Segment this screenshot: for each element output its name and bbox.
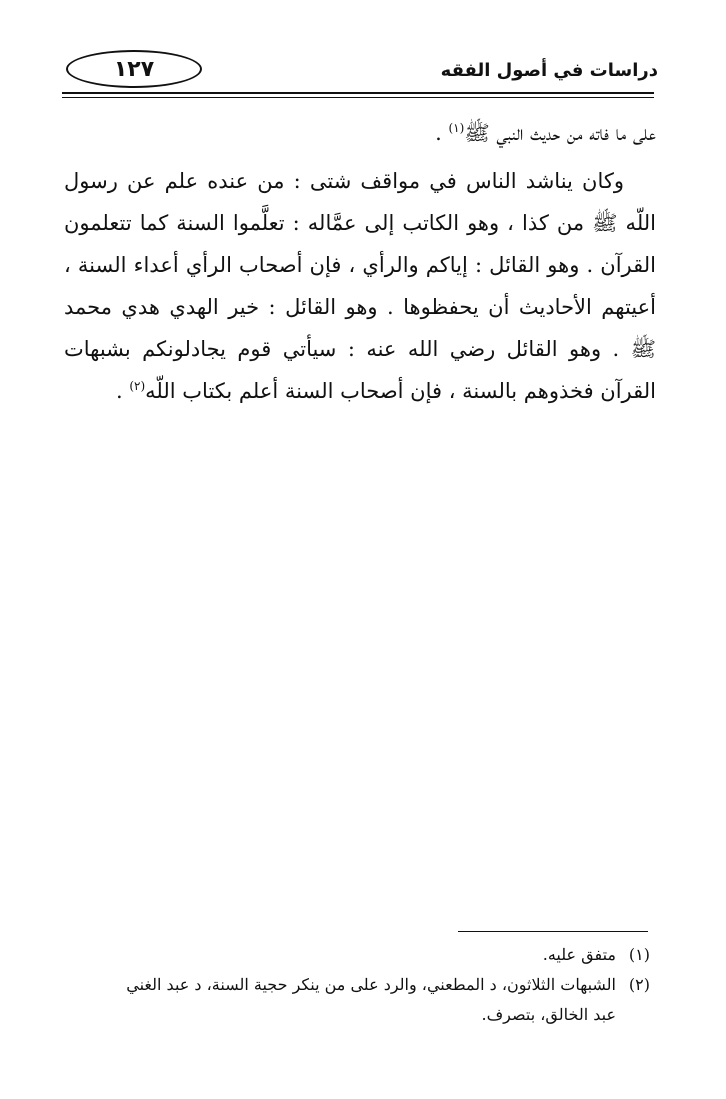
- footnote-number: (٢): [628, 975, 650, 994]
- footnote-1: [50, 940, 650, 970]
- footnote-ref-1[interactable]: (١): [448, 121, 465, 135]
- footnote-ref-2[interactable]: (٢): [129, 379, 146, 393]
- footnotes: [50, 940, 650, 1030]
- page-number: ١٢٧: [66, 50, 202, 88]
- page-header: [62, 46, 660, 92]
- paragraph: وكان يناشد الناس في مواقف شتى : من عنده علم عن رسول اللّه ﷺ من كذا ، وهو الكاتب إلى عمَّاله : تعلَّموا السنة كما تتعلمون القرآن . وهو القائل : إياكم والرأي ، فإن أصحاب الرأي أعداء السنة ، أعيتهم الأحاديث أن يحفظوها . وهو القائل : خير الهدي هدي محمد ﷺ . وهو القائل رضي الله عنه : سيأتي قوم يجادلونكم بشبهات القرآن فخذوهم بالسنة ، فإن أصحاب السنة أعلم بكتاب اللّه$^{(٢)}$ .: [64, 169, 656, 403]
- footnote-text: متفق عليه.: [542, 945, 616, 964]
- header-rule-thin: [62, 97, 654, 98]
- header-rule: [62, 92, 654, 94]
- paragraph-continuation: على ما فاته من حديث النبي ﷺ$^{(١)}$ .: [435, 121, 656, 145]
- footnote-2-continuation: عبد الخالق، بتصرف.: [481, 1005, 616, 1024]
- footnote-2: [50, 970, 650, 1000]
- paragraph-text: وكان يناشد الناس في مواقف شتى : من عنده علم عن رسول اللّه ﷺ من كذا ، وهو الكاتب إلى عمَّاله : تعلَّموا السنة كما تتعلمون القرآن . وهو القائل : إياكم والرأي ، فإن أصحاب الرأي أعداء السنة ، أعيتهم الأحاديث أن يحفظوها . وهو القائل : خير الهدي هدي محمد ﷺ . وهو القائل رضي الله عنه : سيأتي قوم يجادلونكم بشبهات القرآن فخذوهم بالسنة ، فإن أصحاب السنة أعلم بكتاب اللّه: [64, 169, 656, 403]
- body-text: [64, 112, 656, 412]
- running-title: دراسات في أصول الفقه: [440, 60, 658, 81]
- footnote-text: الشبهات الثلاثون، د المطعني، والرد على من ينكر حجية السنة، د عبد الغني: [126, 975, 616, 994]
- continuation-text: على ما فاته من حديث النبي ﷺ: [464, 121, 656, 145]
- footnote-number: (١): [628, 945, 650, 964]
- footnote-separator: [458, 931, 648, 932]
